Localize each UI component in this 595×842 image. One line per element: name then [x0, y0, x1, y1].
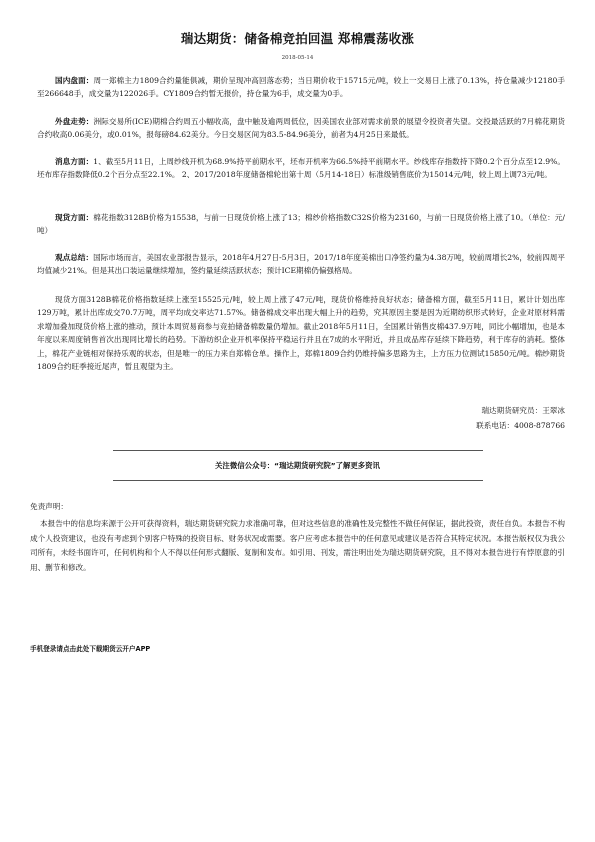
domestic-market-text: 周一郑棉主力1809合约量能俱减，期价呈现冲高回落态势；当日期价收于15715元/吨，较上一交易日上涨了0.13%，持仓量减少12180手至266648手，成交量为122026手。CY1809合约暂无报价，持仓量为6手，成交量为0手。: [37, 76, 565, 99]
disclaimer-text: 本报告中的信息均来源于公开可获得资料，瑞达期货研究院力求准确可靠，但对这些信息的准确性及完整性不做任何保证，据此投资，责任自负。本报告不构成个人投资建议，也没有考虑到个别客户特殊的投资目标、财务状况或需要。客户应考虑本报告中的任何意见或建议是否符合其特定状况。本报告版权仅为我公司所有，未经书面许可，任何机构和个人不得以任何形式翻版、复制和发布。如引用、刊发，需注明出处为瑞达期货研究院，且不得对本报告进行有悖原意的引用、删节和修改。: [30, 519, 565, 573]
spot-label: 现货方面：: [55, 213, 94, 222]
spot-paragraph: [37, 211, 565, 238]
disclaimer-title: 免责声明：: [30, 502, 68, 511]
news-paragraph: [37, 155, 565, 182]
contact-phone: 联系电话：4008-878766: [476, 421, 565, 430]
view-summary-text: 国际市场而言，美国农业部报告显示，2018年4月27日-5月3日，2017/18年度美棉出口净签约量为4.38万吨，较前周增长2%，较前四周平均值减少21%。但是其出口装运量继续增加，签约量延续活跃状态；预计ICE期棉仍偏强格局。: [37, 253, 566, 276]
view-summary-label: 观点总结：: [55, 253, 94, 262]
news-text: 1、截至5月11日，上周纱线开机为68.9%持平前期水平，坯布开机率为66.5%持平前期水平。纱线库存指数持下降0.2个百分点至12.9%。坯布库存指数降低0.2个百分点至22.1%。 2、2017/2018年度储备棉轮出第十周（5月14-18日）标准级销售底价为15014元/吨，较上周上调73元/吨。: [37, 157, 565, 180]
analysis-paragraph: 现货方面3128B棉花价格指数延续上涨至15525元/吨，较上周上涨了47元/吨，现货价格维持良好状态；储备棉方面，截至5月11日，累计计划出库129万吨，累计出库成交70.7万吨，周平均成交率达71.57%。储备棉成交率出现大幅上升的趋势，究其原因主要是因为近期纺织形式转好，企业对原材料需求增加叠加现货价格上涨的推动，预计本周贸易商参与竞拍储备棉数量仍增加。截止2018年5月11日，全国累计销售皮棉437.9万吨，同比小幅增加，也是本年度以来周度销售首次出现同比增长的趋势。下游纺织企业开机率保持平稳运行并且在7成的水平附近，并且成品库存延续下降趋势，利于库存的消耗。整体上，棉花产业链相对保持乐观的状态，但是唯一的压力来自郑棉仓单。操作上，郑棉1809合约仍维持偏多思路为主，上方压力位测试15850元/吨。棉纱期货1809合约旺季接近尾声，暂且观望为主。: [37, 295, 565, 372]
divider-bottom: [113, 480, 483, 481]
divider-top: [113, 450, 483, 451]
domestic-market-label: 国内盘面：: [55, 76, 94, 85]
report-date: 2018-05-14: [281, 55, 314, 61]
domestic-market-paragraph: [37, 74, 565, 101]
view-summary-paragraph: [37, 251, 565, 278]
app-download-link[interactable]: 手机登录请点击此处下载期货云开户APP: [30, 645, 151, 653]
report-title: 瑞达期货：储备棉竞拍回温 郑棉震荡收涨: [180, 31, 415, 46]
foreign-market-text: 洲际交易所(ICE)期棉合约周五小幅收高，盘中触及逾两周低位，因美国农业部对需求前景的展望令投资者失望。交投最活跃的7月棉花期货合约收高0.06美分，或0.01%，报每磅84.62美分。今日交易区间为83.5-84.96美分，前者为4月25日来最低。: [37, 117, 566, 140]
wechat-follow-notice: 关注微信公众号：“瑞达期货研究院”了解更多资讯: [215, 461, 380, 470]
news-label: 消息方面：: [55, 157, 94, 166]
researcher-name: 瑞达期货研究员：王翠冰: [481, 406, 565, 415]
foreign-market-label: 外盘走势：: [55, 117, 94, 126]
foreign-market-paragraph: [37, 115, 565, 142]
spot-text: 棉花指数3128B价格为15538，与前一日现货价格上涨了13；棉纱价格指数C32S价格为23160，与前一日现货价格上涨了10。（单位：元/吨）: [37, 213, 565, 236]
